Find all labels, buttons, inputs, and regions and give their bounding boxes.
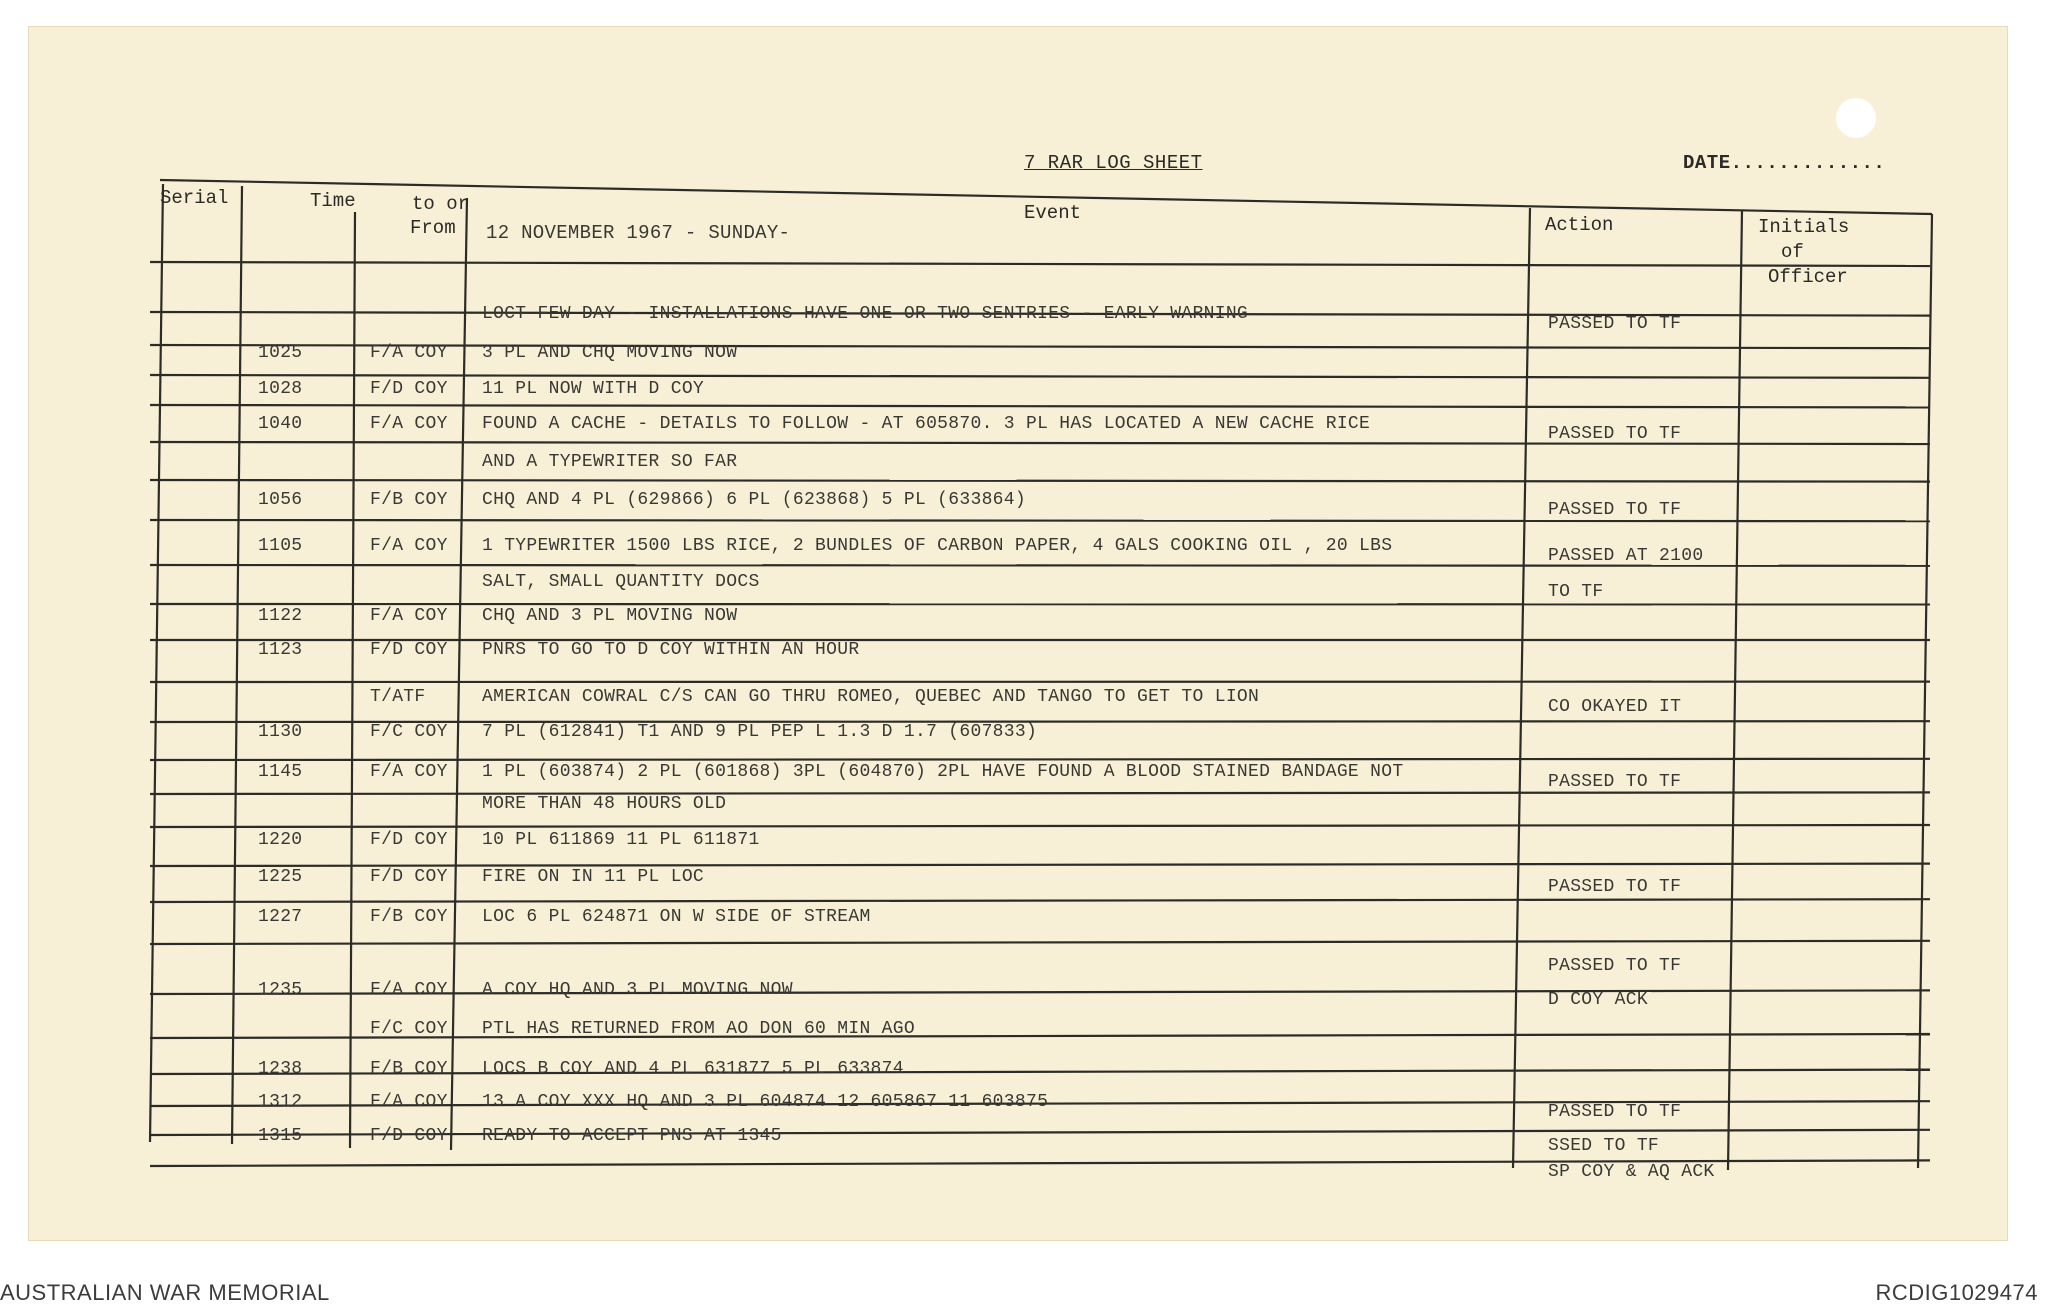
log-row-action: SSED TO TF bbox=[1548, 1136, 1660, 1156]
log-row-event: LOCS B COY AND 4 PL 631877 5 PL 633874 bbox=[482, 1059, 904, 1079]
log-row-from: F/D COY bbox=[370, 379, 448, 399]
log-row-event: SALT, SMALL QUANTITY DOCS bbox=[482, 572, 760, 592]
log-row-from: F/B COY bbox=[370, 490, 448, 510]
document-title: 7 RAR LOG SHEET bbox=[1024, 152, 1203, 174]
log-row-from: F/A COY bbox=[370, 762, 448, 782]
log-row-event: 1 PL (603874) 2 PL (601868) 3PL (604870) 2PL HAVE FOUND A BLOOD STAINED BANDAGE NOT bbox=[482, 762, 1404, 782]
log-row-event: CHQ AND 3 PL MOVING NOW bbox=[482, 606, 738, 626]
log-row-time: 1056 bbox=[258, 490, 303, 510]
log-row-from: F/C COY bbox=[370, 1019, 448, 1039]
log-row-from: F/A COY bbox=[370, 980, 448, 1000]
log-row-from: F/D COY bbox=[370, 867, 448, 887]
log-row-from: F/A COY bbox=[370, 536, 448, 556]
column-header-serial: Serial bbox=[160, 187, 229, 209]
column-header-action: Action bbox=[1545, 214, 1614, 236]
log-row-event: CHQ AND 4 PL (629866) 6 PL (623868) 5 PL (633864) bbox=[482, 490, 1026, 510]
log-row-action: PASSED TO TF bbox=[1548, 877, 1682, 897]
log-row-action: PASSED AT 2100 bbox=[1548, 546, 1704, 566]
log-row-event: READY TO ACCEPT PNS AT 1345 bbox=[482, 1126, 782, 1146]
log-row-event: A COY HQ AND 3 PL MOVING NOW bbox=[482, 980, 793, 1000]
log-row-event: LOCT FEW DAY - INSTALLATIONS HAVE ONE OR TWO SENTRIES - EARLY WARNING bbox=[482, 304, 1249, 324]
log-row-event: 13 A COY XXX HQ AND 3 PL 604874 12 605867 11 603875 bbox=[482, 1092, 1049, 1112]
log-row-time: 1025 bbox=[258, 343, 303, 363]
log-row-from: F/D COY bbox=[370, 1126, 448, 1146]
log-row-action: PASSED TO TF bbox=[1548, 772, 1682, 792]
log-row-time: 1315 bbox=[258, 1126, 303, 1146]
log-row-action: CO OKAYED IT bbox=[1548, 697, 1682, 717]
log-row-from: F/A COY bbox=[370, 343, 448, 363]
log-row-event: MORE THAN 48 HOURS OLD bbox=[482, 794, 727, 814]
column-header-to-or: to or bbox=[412, 193, 470, 215]
log-row-action: TO TF bbox=[1548, 582, 1604, 602]
column-header-of: of bbox=[1781, 241, 1804, 263]
log-row-action: PASSED TO TF bbox=[1548, 956, 1682, 976]
log-row-event: PNRS TO GO TO D COY WITHIN AN HOUR bbox=[482, 640, 860, 660]
log-row-time: 1040 bbox=[258, 414, 303, 434]
log-row-time: 1238 bbox=[258, 1059, 303, 1079]
log-row-event: PTL HAS RETURNED FROM AO DON 60 MIN AGO bbox=[482, 1019, 915, 1039]
log-row-time: 1220 bbox=[258, 830, 303, 850]
date-heading: 12 NOVEMBER 1967 - SUNDAY- bbox=[486, 222, 791, 244]
log-row-event: 1 TYPEWRITER 1500 LBS RICE, 2 BUNDLES OF CARBON PAPER, 4 GALS COOKING OIL , 20 LBS bbox=[482, 536, 1393, 556]
column-header-event: Event bbox=[1024, 202, 1082, 224]
column-header-officer: Officer bbox=[1768, 266, 1848, 288]
column-header-from: From bbox=[410, 217, 456, 239]
log-row-event: 10 PL 611869 11 PL 611871 bbox=[482, 830, 760, 850]
log-row-from: F/D COY bbox=[370, 640, 448, 660]
log-row-event: FOUND A CACHE - DETAILS TO FOLLOW - AT 605870. 3 PL HAS LOCATED A NEW CACHE RICE bbox=[482, 414, 1371, 434]
log-row-time: 1225 bbox=[258, 867, 303, 887]
log-row-action: PASSED TO TF bbox=[1548, 424, 1682, 444]
log-row-action: PASSED TO TF bbox=[1548, 1102, 1682, 1122]
log-row-time: 1028 bbox=[258, 379, 303, 399]
log-row-time: 1123 bbox=[258, 640, 303, 660]
log-row-time: 1130 bbox=[258, 722, 303, 742]
log-row-event: 7 PL (612841) T1 AND 9 PL PEP L 1.3 D 1.7 (607833) bbox=[482, 722, 1038, 742]
log-row-time: 1235 bbox=[258, 980, 303, 1000]
log-row-from: F/D COY bbox=[370, 830, 448, 850]
log-row-time: 1312 bbox=[258, 1092, 303, 1112]
log-row-from: F/A COY bbox=[370, 606, 448, 626]
log-row-action: D COY ACK bbox=[1548, 990, 1648, 1010]
log-row-time: 1145 bbox=[258, 762, 303, 782]
log-row-event: AND A TYPEWRITER SO FAR bbox=[482, 452, 738, 472]
log-row-from: F/A COY bbox=[370, 1092, 448, 1112]
log-row-time: 1105 bbox=[258, 536, 303, 556]
log-row-event: 3 PL AND CHQ MOVING NOW bbox=[482, 343, 738, 363]
log-row-event: LOC 6 PL 624871 ON W SIDE OF STREAM bbox=[482, 907, 871, 927]
log-row-event: AMERICAN COWRAL C/S CAN GO THRU ROMEO, QUEBEC AND TANGO TO GET TO LION bbox=[482, 687, 1260, 707]
log-row-from: F/C COY bbox=[370, 722, 448, 742]
column-header-time: Time bbox=[310, 190, 356, 212]
footer-catalogue-id: RCDIG1029474 bbox=[1875, 1280, 2038, 1305]
log-row-action: PASSED TO TF bbox=[1548, 500, 1682, 520]
column-header-initials: Initials bbox=[1758, 216, 1850, 238]
log-row-from: T/ATF bbox=[370, 687, 426, 707]
log-row-action: SP COY & AQ ACK bbox=[1548, 1162, 1715, 1182]
log-row-from: F/B COY bbox=[370, 907, 448, 927]
log-row-action: PASSED TO TF bbox=[1548, 314, 1682, 334]
punch-hole bbox=[1836, 98, 1876, 138]
log-row-event: 11 PL NOW WITH D COY bbox=[482, 379, 705, 399]
footer-source-label: AUSTRALIAN WAR MEMORIAL bbox=[0, 1280, 330, 1305]
log-row-from: F/A COY bbox=[370, 414, 448, 434]
date-label: DATE............. bbox=[1683, 152, 1886, 174]
log-row-time: 1122 bbox=[258, 606, 303, 626]
log-row-event: FIRE ON IN 11 PL LOC bbox=[482, 867, 705, 887]
log-row-from: F/B COY bbox=[370, 1059, 448, 1079]
log-row-time: 1227 bbox=[258, 907, 303, 927]
